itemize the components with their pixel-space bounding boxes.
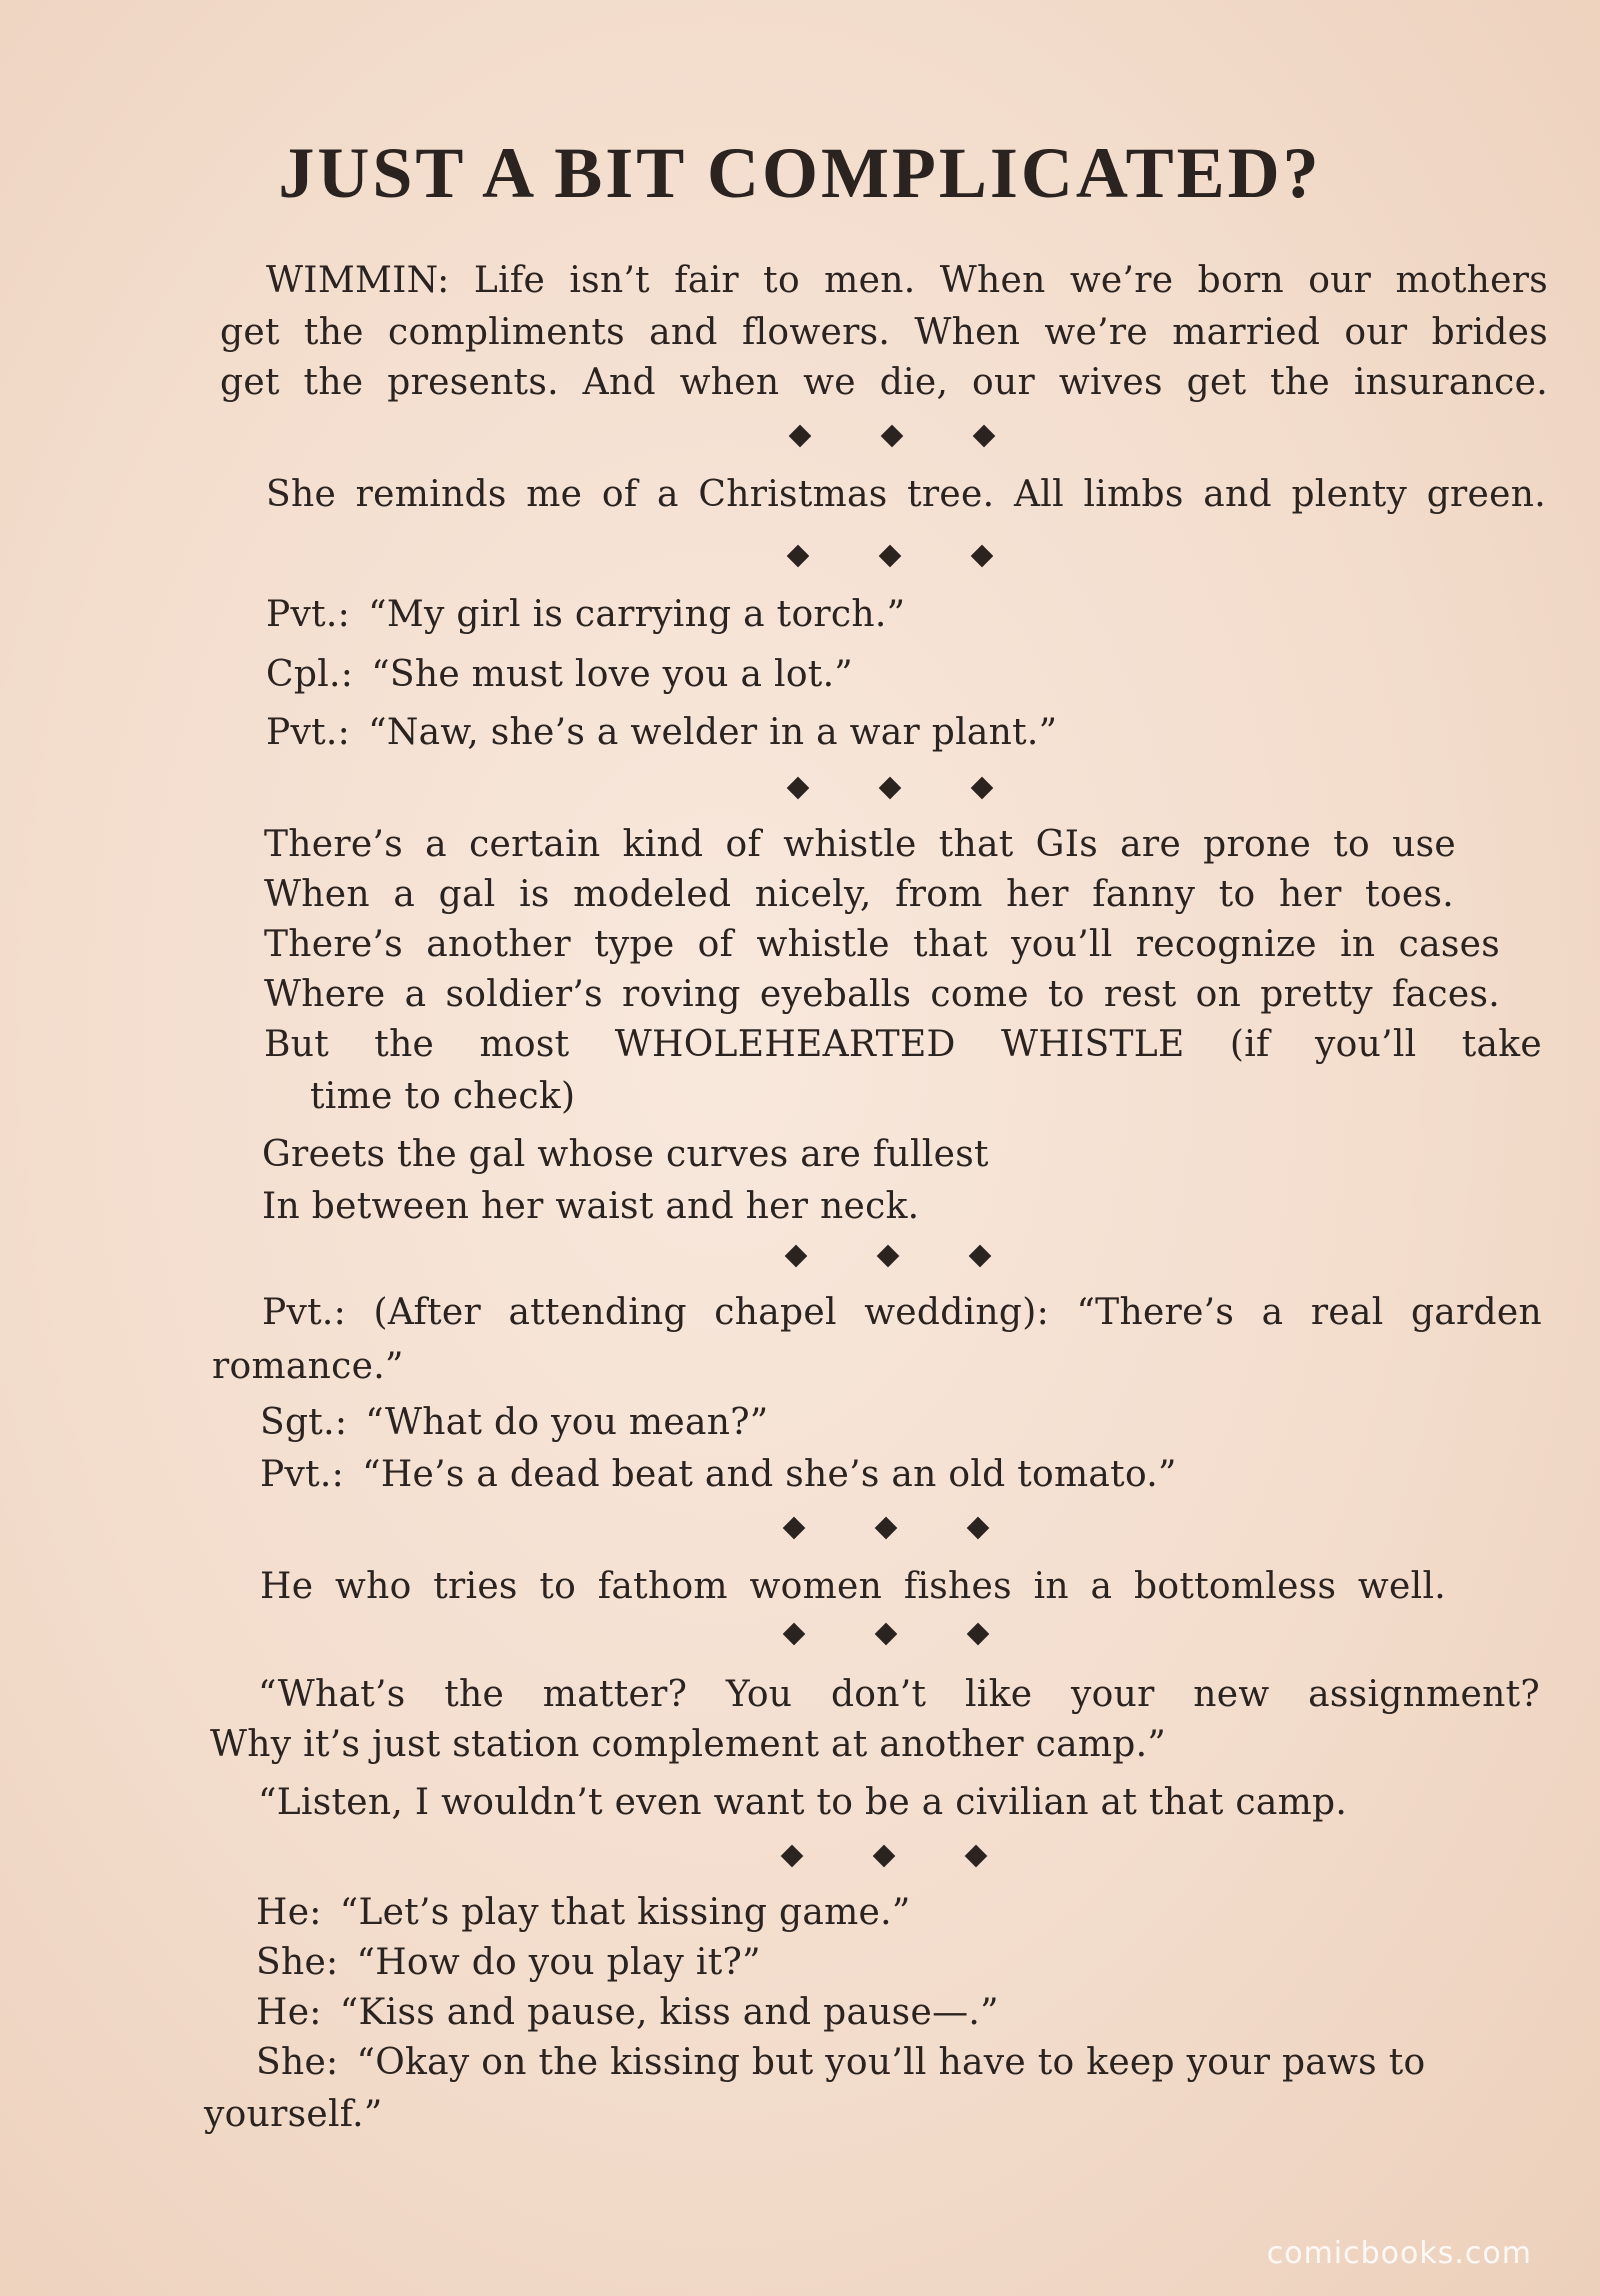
separator bbox=[792, 428, 992, 444]
dialogue-line bbox=[256, 1892, 911, 1933]
speaker-label: She: bbox=[256, 2042, 339, 2083]
dialogue-line bbox=[256, 1942, 761, 1983]
dialogue-line bbox=[266, 594, 905, 635]
poem-line: When a gal is modeled nicely, from her fanny to her toes. bbox=[264, 874, 1454, 915]
dialogue-line bbox=[256, 1992, 999, 2033]
wimmin-line-2: get the compliments and flowers. When we’re married our brides bbox=[220, 312, 1548, 353]
dialogue-text: “Let’s play that kissing game.” bbox=[339, 1892, 911, 1933]
diamond-ornament bbox=[873, 1845, 896, 1868]
speaker-label: She: bbox=[256, 1942, 339, 1983]
diamond-ornament bbox=[971, 545, 994, 568]
dialogue-line bbox=[256, 2042, 1425, 2083]
diamond-ornament bbox=[973, 425, 996, 448]
dialogue-line bbox=[260, 1402, 769, 1443]
poem-line: Greets the gal whose curves are fullest bbox=[262, 1134, 989, 1175]
dialogue-text: “What do you mean?” bbox=[365, 1402, 769, 1443]
dialogue-text: “Naw, she’s a welder in a war plant.” bbox=[368, 712, 1058, 753]
dialogue-text: “How do you play it?” bbox=[356, 1942, 761, 1983]
poem-line: In between her waist and her neck. bbox=[262, 1186, 920, 1227]
separator bbox=[786, 1520, 986, 1536]
garden-line-2: romance.” bbox=[212, 1346, 404, 1387]
dialogue-line bbox=[266, 654, 853, 695]
poem-line: But the most WHOLEHEARTED WHISTLE (if you’ll take bbox=[264, 1024, 1542, 1065]
diamond-ornament bbox=[875, 1517, 898, 1540]
separator bbox=[788, 1248, 988, 1264]
speaker-label: Cpl.: bbox=[266, 654, 354, 695]
kissing-line-end: yourself.” bbox=[204, 2094, 383, 2135]
speaker-label: Pvt.: bbox=[266, 594, 351, 635]
watermark: comicbooks.com bbox=[1266, 2236, 1532, 2271]
poem-line: There’s a certain kind of whistle that GIs are prone to use bbox=[264, 824, 1456, 865]
christmas-tree-joke: She reminds me of a Christmas tree. All limbs and plenty green. bbox=[266, 474, 1546, 515]
diamond-ornament bbox=[785, 1245, 808, 1268]
diamond-ornament bbox=[967, 1517, 990, 1540]
assignment-line-1: “What’s the matter? You don’t like your new assignment? bbox=[258, 1674, 1540, 1715]
wimmin-line-3: get the presents. And when we die, our wives get the insurance. bbox=[220, 362, 1548, 403]
diamond-ornament bbox=[879, 777, 902, 800]
separator bbox=[786, 1626, 986, 1642]
diamond-ornament bbox=[789, 425, 812, 448]
diamond-ornament bbox=[783, 1517, 806, 1540]
diamond-ornament bbox=[881, 425, 904, 448]
diamond-ornament bbox=[781, 1845, 804, 1868]
garden-line-1: Pvt.: (After attending chapel wedding): “There’s a real garden bbox=[262, 1292, 1542, 1333]
dialogue-text: “She must love you a lot.” bbox=[371, 654, 854, 695]
dialogue-text: “My girl is carrying a torch.” bbox=[368, 594, 906, 635]
fathom-joke: He who tries to fathom women fishes in a bottomless well. bbox=[260, 1566, 1446, 1607]
diamond-ornament bbox=[969, 1245, 992, 1268]
separator bbox=[790, 780, 990, 796]
assignment-line-2: Why it’s just station complement at another camp.” bbox=[210, 1724, 1167, 1765]
dialogue-line bbox=[260, 1454, 1177, 1495]
assignment-line-3: “Listen, I wouldn’t even want to be a civilian at that camp. bbox=[258, 1782, 1348, 1823]
dialogue-line bbox=[266, 712, 1057, 753]
diamond-ornament bbox=[965, 1845, 988, 1868]
diamond-ornament bbox=[877, 1245, 900, 1268]
diamond-ornament bbox=[971, 777, 994, 800]
speaker-label: Sgt.: bbox=[260, 1402, 348, 1443]
speaker-label: Pvt.: bbox=[266, 712, 351, 753]
page-title: JUST A BIT COMPLICATED? bbox=[278, 133, 1322, 213]
dialogue-text: “Kiss and pause, kiss and pause—.” bbox=[339, 1992, 999, 2033]
diamond-ornament bbox=[783, 1623, 806, 1646]
separator bbox=[784, 1848, 984, 1864]
diamond-ornament bbox=[879, 545, 902, 568]
speaker-label: Pvt.: bbox=[260, 1454, 345, 1495]
diamond-ornament bbox=[967, 1623, 990, 1646]
poem-line: Where a soldier’s roving eyeballs come to rest on pretty faces. bbox=[264, 974, 1500, 1015]
diamond-ornament bbox=[787, 777, 810, 800]
speaker-label: He: bbox=[256, 1992, 322, 2033]
dialogue-text: “Okay on the kissing but you’ll have to keep your paws to bbox=[356, 2042, 1426, 2083]
wimmin-line-1: WIMMIN: Life isn’t fair to men. When we’re born our mothers bbox=[266, 260, 1548, 301]
speaker-label: He: bbox=[256, 1892, 322, 1933]
separator bbox=[790, 548, 990, 564]
diamond-ornament bbox=[875, 1623, 898, 1646]
diamond-ornament bbox=[787, 545, 810, 568]
poem-line: time to check) bbox=[310, 1076, 576, 1117]
poem-line: There’s another type of whistle that you’ll recognize in cases bbox=[264, 924, 1500, 965]
dialogue-text: “He’s a dead beat and she’s an old tomato.” bbox=[362, 1454, 1177, 1495]
